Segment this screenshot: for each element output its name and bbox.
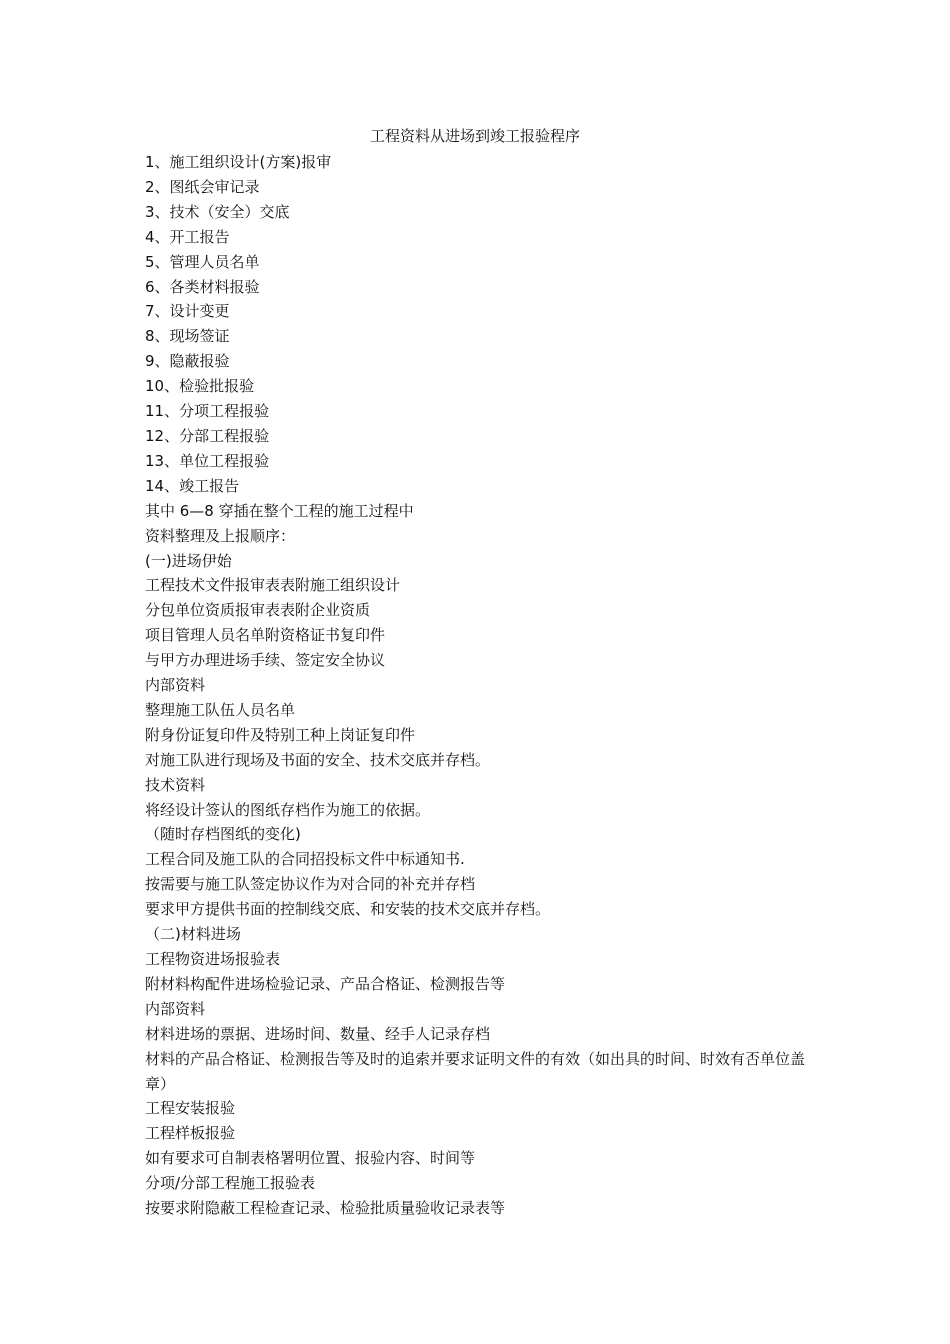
text-line: 工程技术文件报审表表附施工组织设计: [145, 576, 401, 595]
text-line: 3、技术（安全）交底: [145, 202, 290, 221]
text-line: 将经设计签认的图纸存档作为施工的依据。: [145, 800, 431, 819]
text-line: 10、检验批报验: [145, 377, 255, 396]
text-line: 技术资料: [145, 775, 206, 794]
text-line: 1、施工组织设计(方案)报审: [145, 153, 332, 171]
text-line: 5、管理人员名单: [145, 252, 260, 271]
text-line: 按要求附隐蔽工程检查记录、检验批质量验收记录表等: [145, 1199, 506, 1218]
text-line: （随时存档图纸的变化): [145, 825, 301, 844]
text-line: 材料进场的票据、进场时间、数量、经手人记录存档: [145, 1024, 491, 1043]
text-line: 与甲方办理进场手续、签定安全协议: [145, 651, 386, 670]
text-line: 4、开工报告: [145, 227, 230, 246]
text-line: 要求甲方提供书面的控制线交底、和安装的技术交底并存档。: [145, 900, 551, 919]
text-line: 6、各类材料报验: [145, 277, 260, 296]
text-line: 11、分项工程报验: [145, 402, 270, 421]
text-line: 其中 6—8 穿插在整个工程的施工过程中: [145, 501, 414, 520]
text-line: 按需要与施工队签定协议作为对合同的补充并存档: [145, 875, 476, 894]
text-line: 项目管理人员名单附资格证书复印件: [145, 626, 386, 645]
text-line: 附材料构配件进场检验记录、产品合格证、检测报告等: [145, 974, 506, 993]
section-heading: (一)进场伊始: [145, 551, 232, 570]
text-line: 工程合同及施工队的合同招投标文件中标通知书.: [145, 850, 465, 869]
text-line: 附身份证复印件及特别工种上岗证复印件: [145, 725, 416, 744]
section-heading: （二)材料进场: [145, 925, 241, 944]
text-line: 分项/分部工程施工报验表: [145, 1174, 316, 1193]
text-line: 内部资料: [145, 676, 206, 695]
text-line: 内部资料: [145, 999, 206, 1018]
document-body: [145, 150, 825, 1221]
text-line: 如有要求可自制表格署明位置、报验内容、时间等: [145, 1149, 476, 1168]
text-line: 分包单位资质报审表表附企业资质: [145, 601, 371, 620]
text-line: 8、现场签证: [145, 327, 230, 346]
text-line: 2、图纸会审记录: [145, 177, 260, 196]
text-line: 13、单位工程报验: [145, 451, 270, 470]
text-line: 整理施工队伍人员名单: [145, 700, 296, 719]
text-line: 工程安装报验: [145, 1099, 236, 1118]
text-line: 对施工队进行现场及书面的安全、技术交底并存档。: [145, 750, 491, 769]
text-line: 材料的产品合格证、检测报告等及时的追索并要求证明文件的有效（如出具的时间、时效有否单位盖章）: [145, 1049, 806, 1093]
text-line: 工程样板报验: [145, 1124, 236, 1143]
text-line: 14、竣工报告: [145, 476, 240, 495]
text-line: 资料整理及上报顺序：: [145, 526, 296, 545]
text-line: 7、设计变更: [145, 302, 230, 321]
document-title: 工程资料从进场到竣工报验程序: [369, 127, 580, 145]
text-line: 工程物资进场报验表: [145, 950, 281, 968]
text-line: 9、隐蔽报验: [145, 352, 230, 371]
text-line: 12、分部工程报验: [145, 426, 270, 445]
